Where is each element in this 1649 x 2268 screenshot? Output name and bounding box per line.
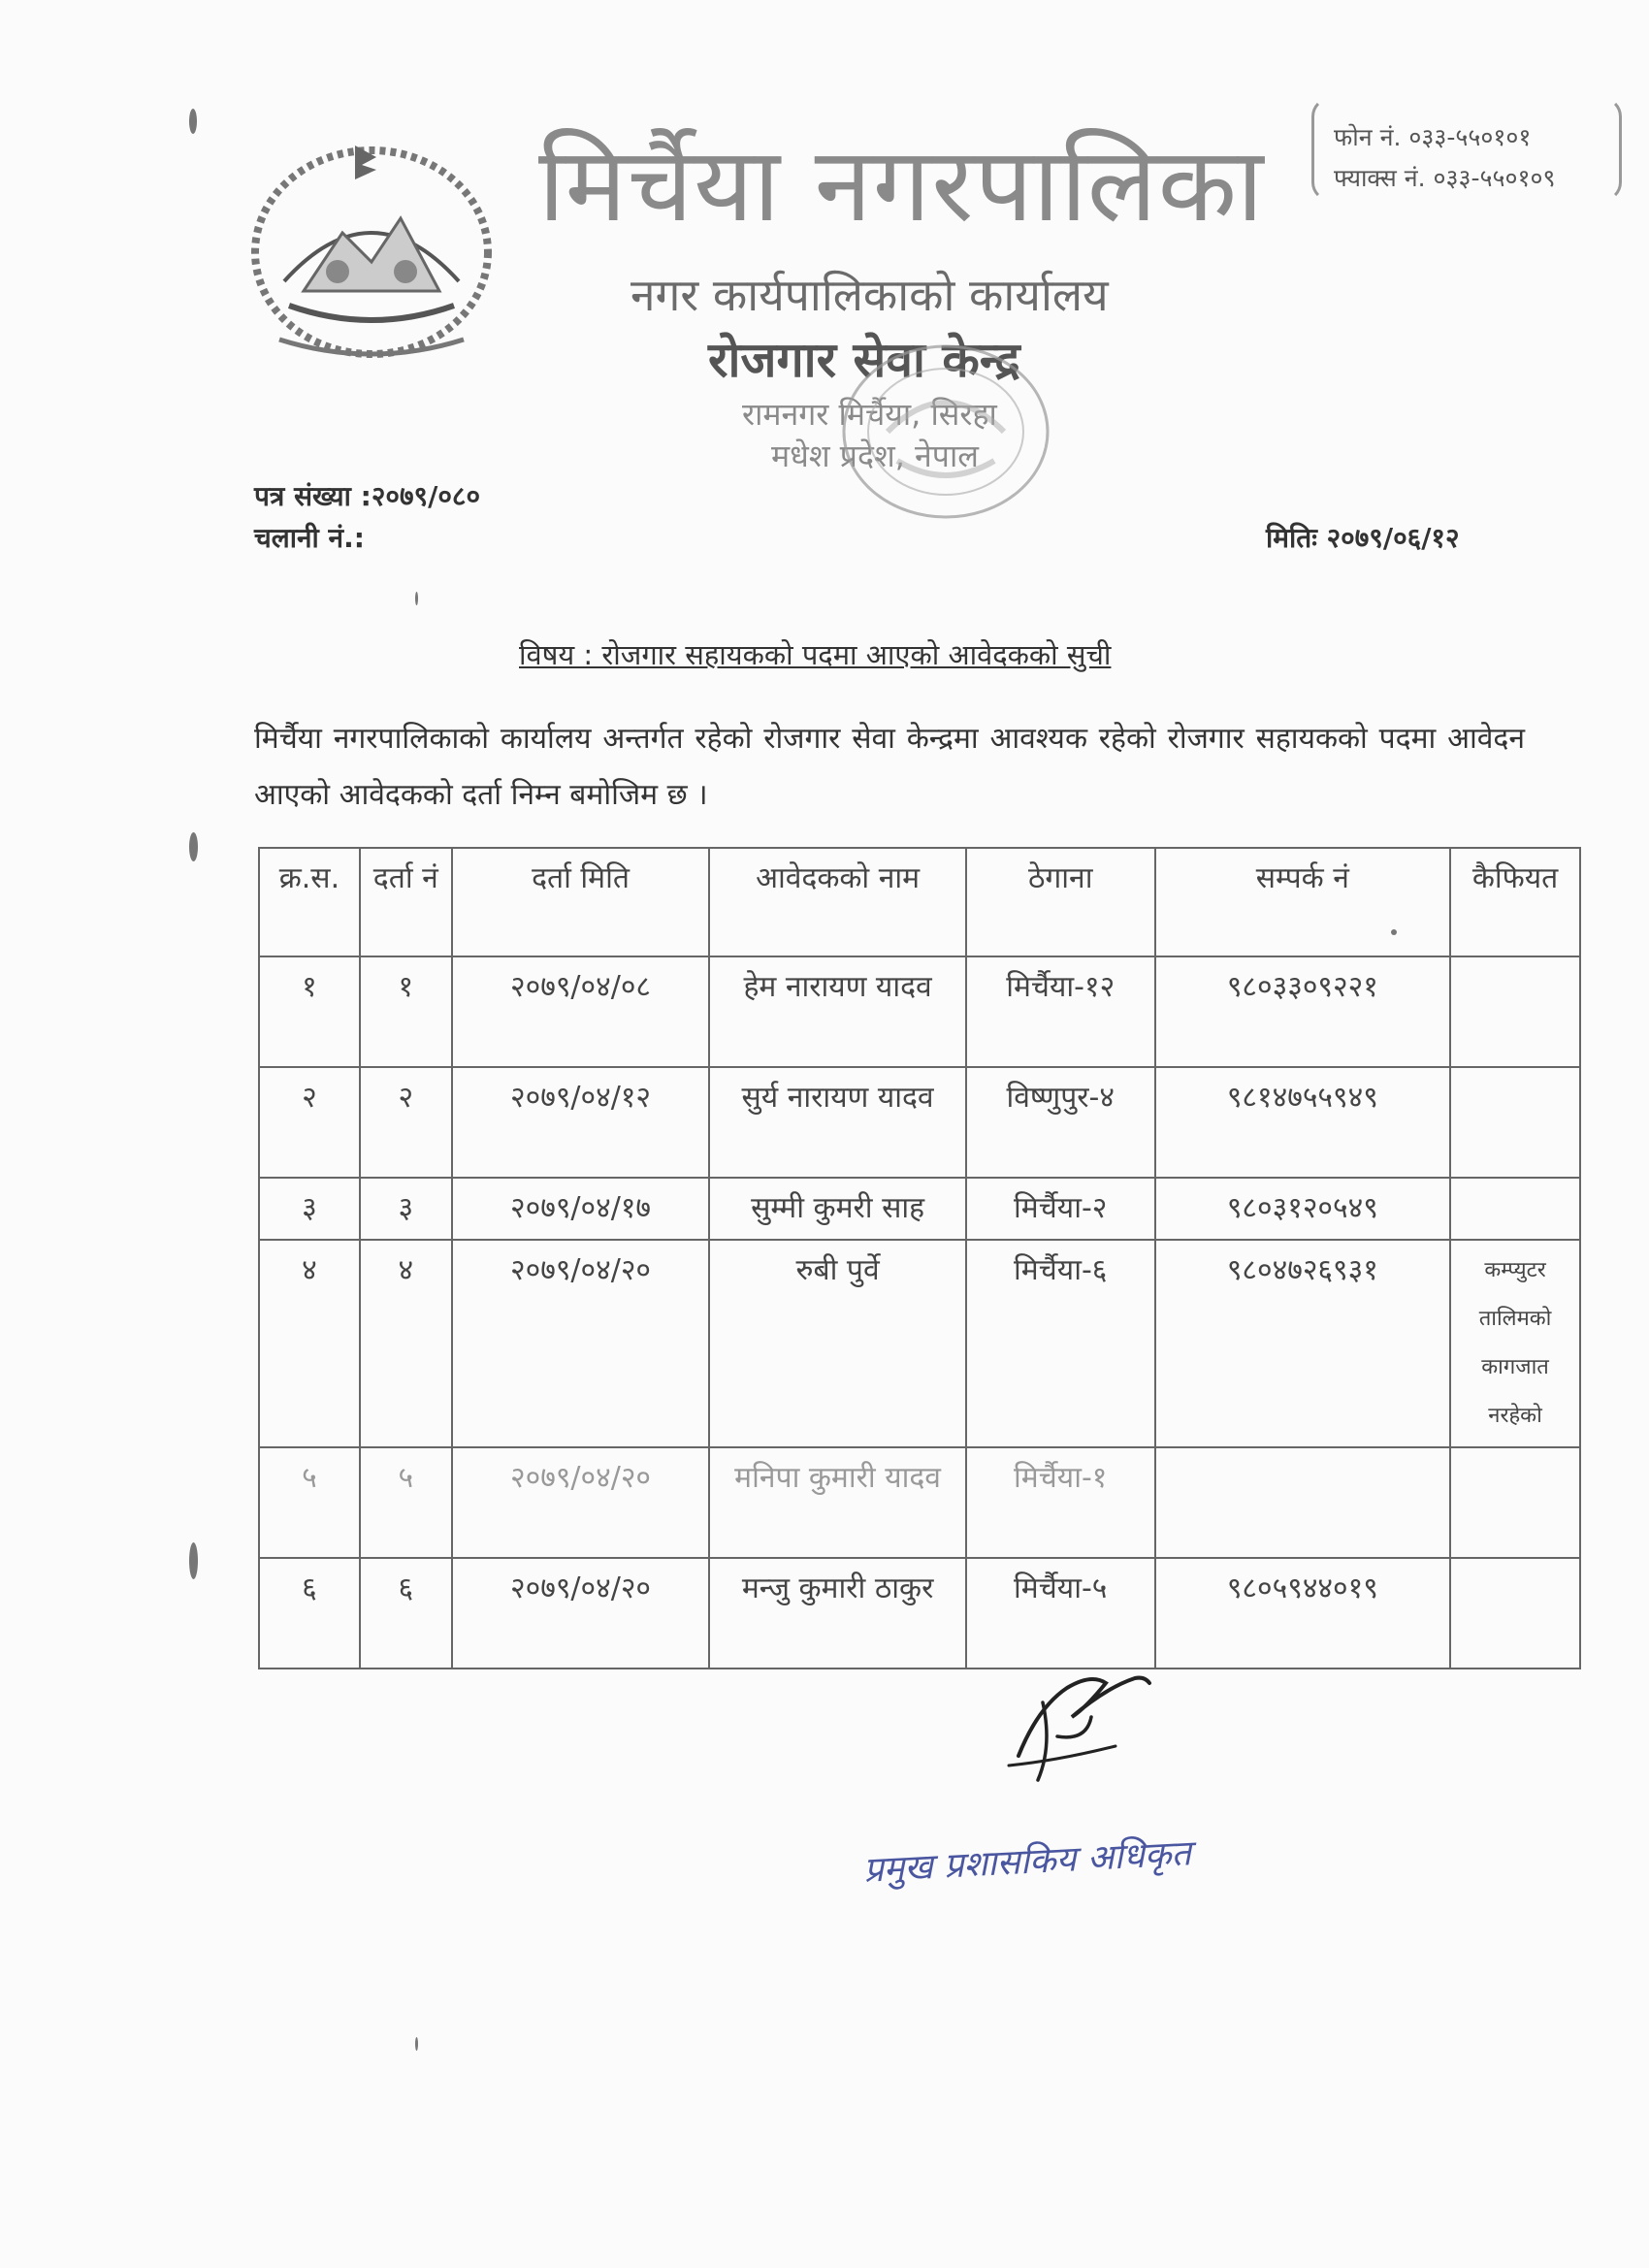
scan-speck [1391,929,1397,935]
header-reg-date: दर्ता मिति [452,848,710,956]
cell-reg-date: २०७९/०४/२० [452,1240,710,1447]
cell-applicant-name: रुबी पुर्वे [709,1240,966,1447]
cell-serial: १ [259,956,360,1067]
header-address: ठेगाना [966,848,1155,956]
cell-address: मिर्चैया-२ [966,1178,1155,1240]
cell-remarks [1450,1178,1580,1240]
scan-speck [415,2037,418,2051]
cell-address: मिर्चैया-१२ [966,956,1155,1067]
letter-number: पत्र संख्या :२०७९/०८० [254,480,481,512]
applicant-table [258,847,1581,1669]
body-paragraph: मिर्चैया नगरपालिकाको कार्यालय अन्तर्गत रहेको रोजगार सेवा केन्द्रमा आवश्यक रहेको रोजगार सहायकको पदमा आवेदन आएको आवेदकको दर्ता निम्न बमोजिम छ । [254,722,1525,812]
scan-speck [415,592,418,605]
cell-serial: ६ [259,1558,360,1669]
cell-applicant-name: सुम्मी कुमरी साह [709,1178,966,1240]
phone-number: फोन नं. ०३३-५५०१०१ [1334,123,1532,151]
cell-address: मिर्चैया-१ [966,1447,1155,1558]
government-emblem [231,136,512,378]
cell-serial: ५ [259,1447,360,1558]
subject-line: विषय : रोजगार सहायकको पदमा आएको आवेदकको सुची [519,638,1112,671]
officer-designation: प्रमुख प्रशासकिय अधिकृत [862,1833,1192,1891]
table-row [259,1447,1580,1558]
cell-reg-no: १ [360,956,452,1067]
scan-speck [189,832,198,861]
cell-reg-date: २०७९/०४/२० [452,1558,710,1669]
cell-remarks [1450,1447,1580,1558]
cell-reg-date: २०७९/०४/०८ [452,956,710,1067]
cell-reg-no: ५ [360,1447,452,1558]
table-row [259,1240,1580,1447]
cell-remarks [1450,1558,1580,1669]
office-subtitle: नगर कार्यपालिकाको कार्यालय [630,269,1109,321]
table-row [259,1178,1580,1240]
table-row [259,1558,1580,1669]
cell-applicant-name: सुर्य नारायण यादव [709,1067,966,1178]
cell-address: विष्णुपुर-४ [966,1067,1155,1178]
address-line-1: रामनगर मिर्चैया, सिरहा [742,396,997,433]
center-subtitle: रोजगार सेवा केन्द्र [708,332,1020,388]
address-line-2: मधेश प्रदेश, नेपाल [771,437,979,474]
cell-remarks: कम्प्युटर तालिमको कागजात नरहेको [1450,1240,1580,1447]
header-remarks: कैफियत [1450,848,1580,956]
cell-serial: ४ [259,1240,360,1447]
cell-address: मिर्चैया-५ [966,1558,1155,1669]
municipality-title: मिर्चैया नगरपालिका [538,125,1265,244]
header-contact: सम्पर्क नं [1155,848,1451,956]
cell-contact: ९८०३३०९२२१ [1155,956,1451,1067]
header-applicant-name: आवेदकको नाम [709,848,966,956]
cell-reg-date: २०७९/०४/२० [452,1447,710,1558]
fax-number: फ्याक्स नं. ०३३-५५०१०९ [1334,164,1556,192]
table-row [259,956,1580,1067]
header-serial: क्र.स. [259,848,360,956]
cell-contact: ९८१४७५५९४९ [1155,1067,1451,1178]
scan-speck [189,109,197,134]
cell-applicant-name: हेम नारायण यादव [709,956,966,1067]
cell-contact: ९८०५९४४०१९ [1155,1558,1451,1669]
table-row [259,1067,1580,1178]
cell-reg-no: ४ [360,1240,452,1447]
cell-address: मिर्चैया-६ [966,1240,1155,1447]
cell-serial: २ [259,1067,360,1178]
cell-reg-no: २ [360,1067,452,1178]
cell-reg-date: २०७९/०४/१२ [452,1067,710,1178]
scan-speck [189,1542,198,1579]
cell-reg-no: ६ [360,1558,452,1669]
header-reg-no: दर्ता नं [360,848,452,956]
table-header-row [259,848,1580,956]
cell-contact: ९८०४७२६९३१ [1155,1240,1451,1447]
cell-reg-no: ३ [360,1178,452,1240]
cell-remarks [1450,1067,1580,1178]
cell-applicant-name: मन्जु कुमारी ठाकुर [709,1558,966,1669]
cell-reg-date: २०७९/०४/१७ [452,1178,710,1240]
cell-contact: ९८०३१२०५४९ [1155,1178,1451,1240]
dispatch-number: चलानी नं.: [254,522,365,554]
letter-date: मितिः २०७९/०६/१२ [1266,522,1460,554]
cell-applicant-name: मनिपा कुमारी यादव [709,1447,966,1558]
contact-box [1311,97,1622,202]
cell-contact [1155,1447,1451,1558]
signature [999,1649,1164,1795]
cell-remarks [1450,956,1580,1067]
cell-serial: ३ [259,1178,360,1240]
office-stamp [829,335,1062,529]
